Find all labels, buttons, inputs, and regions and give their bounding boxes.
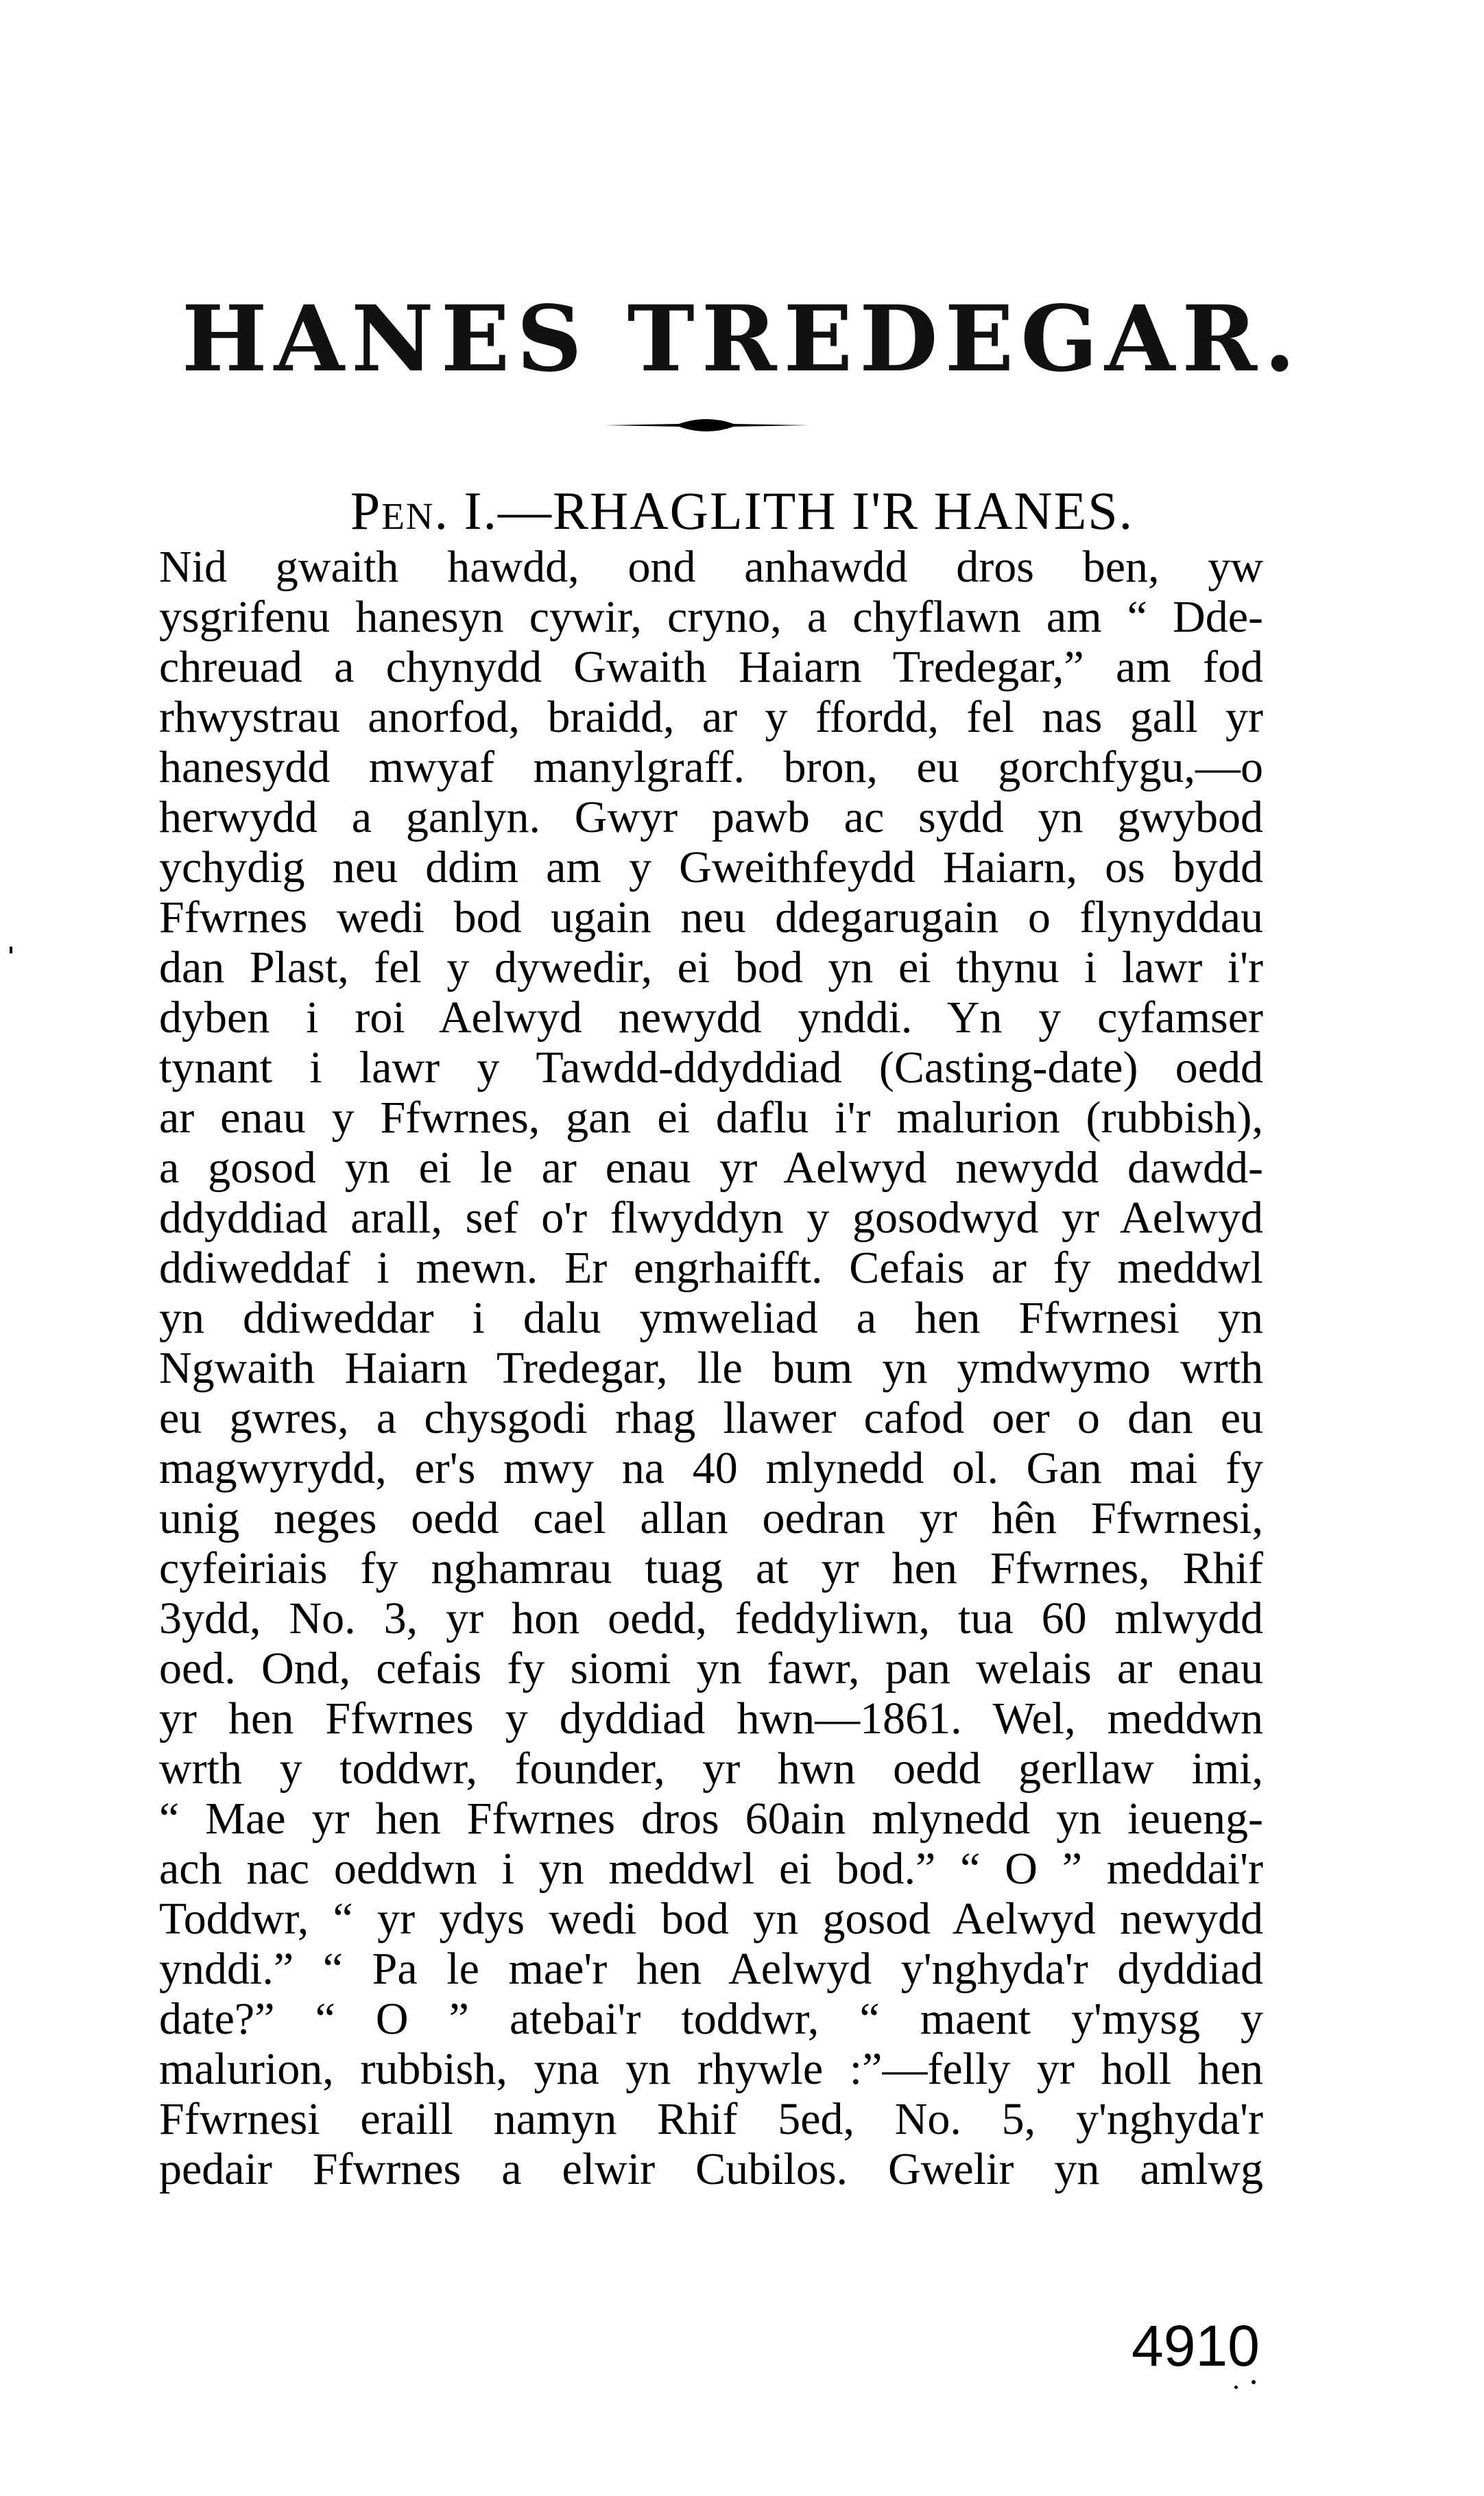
body-text bbox=[159, 542, 1263, 2194]
body-line: ychydig neu ddim am y Gweithfeydd Haiarn, os bydd bbox=[159, 842, 1263, 892]
body-line: tynant i lawr y Tawdd-ddyddiad (Casting-date) oedd bbox=[159, 1043, 1263, 1093]
body-line: cyfeiriais fy nghamrau tuag at yr hen Ffwrnes, Rhif bbox=[159, 1543, 1263, 1593]
body-line: ach nac oeddwn i yn meddwl ei bod.” “ O ” meddai'r bbox=[159, 1844, 1263, 1894]
body-line: a gosod yn ei le ar enau yr Aelwyd newydd dawdd- bbox=[159, 1143, 1263, 1193]
body-line: dyben i roi Aelwyd newydd ynddi. Yn y cyfamser bbox=[159, 993, 1263, 1043]
chapter-heading bbox=[0, 480, 1484, 542]
body-line: ar enau y Ffwrnes, gan ei daflu i'r malurion (rubbish), bbox=[159, 1093, 1263, 1143]
body-line: 3ydd, No. 3, yr hon oedd, feddyliwn, tua 60 mlwydd bbox=[159, 1593, 1263, 1643]
body-line: chreuad a chynydd Gwaith Haiarn Tredegar,” am fod bbox=[159, 642, 1263, 692]
body-line: Toddwr, “ yr ydys wedi bod yn gosod Aelwyd newydd bbox=[159, 1894, 1263, 1944]
body-line: pedair Ffwrnes a elwir Cubilos. Gwelir yn amlwg bbox=[159, 2144, 1263, 2194]
print-speck bbox=[1234, 2386, 1238, 2389]
body-line: ysgrifenu hanesyn cywir, cryno, a chyflawn am “ Dde- bbox=[159, 592, 1263, 642]
print-speck bbox=[1252, 2380, 1256, 2384]
print-speck bbox=[10, 947, 12, 953]
body-line: yn ddiweddar i dalu ymweliad a hen Ffwrnesi yn bbox=[159, 1293, 1263, 1343]
body-line: date?” “ O ” atebai'r toddwr, “ maent y'mysg y bbox=[159, 1994, 1263, 2044]
body-line: unig neges oedd cael allan oedran yr hên Ffwrnesi, bbox=[159, 1493, 1263, 1543]
body-line: dan Plast, fel y dywedir, ei bod yn ei thynu i lawr i'r bbox=[159, 942, 1263, 993]
body-line: ddiweddaf i mewn. Er engrhaifft. Cefais ar fy meddwl bbox=[159, 1243, 1263, 1293]
body-line: magwyrydd, er's mwy na 40 mlynedd ol. Gan mai fy bbox=[159, 1443, 1263, 1493]
body-line: rhwystrau anorfod, braidd, ar y ffordd, fel nas gall yr bbox=[159, 692, 1263, 742]
body-line: “ Mae yr hen Ffwrnes dros 60ain mlynedd yn ieueng- bbox=[159, 1794, 1263, 1844]
body-line: Ngwaith Haiarn Tredegar, lle bum yn ymdwymo wrth bbox=[159, 1343, 1263, 1393]
body-line: eu gwres, a chysgodi rhag llawer cafod oer o dan eu bbox=[159, 1393, 1263, 1443]
body-line: yr hen Ffwrnes y dyddiad hwn—1861. Wel, meddwn bbox=[159, 1693, 1263, 1744]
body-line: malurion, rubbish, yna yn rhywle :”—felly yr holl hen bbox=[159, 2044, 1263, 2094]
body-line: hanesydd mwyaf manylgraff. bron, eu gorchfygu,—o bbox=[159, 742, 1263, 792]
body-line: oed. Ond, cefais fy siomi yn fawr, pan welais ar enau bbox=[159, 1643, 1263, 1693]
body-line: Ffwrnes wedi bod ugain neu ddegarugain o flynyddau bbox=[159, 892, 1263, 942]
body-line: ddyddiad arall, sef o'r flwyddyn y gosodwyd yr Aelwyd bbox=[159, 1193, 1263, 1243]
chapter-title: I.—RHAGLITH I'R HANES. bbox=[464, 481, 1134, 540]
body-line: wrth y toddwr, founder, yr hwn oedd gerllaw imi, bbox=[159, 1744, 1263, 1794]
body-line: ynddi.” “ Pa le mae'r hen Aelwyd y'nghyda'r dyddiad bbox=[159, 1944, 1263, 1994]
body-line: Ffwrnesi eraill namyn Rhif 5ed, No. 5, y'nghyda'r bbox=[159, 2094, 1263, 2144]
page-title: HANES TREDEGAR. bbox=[181, 286, 1303, 392]
body-line: Nid gwaith hawdd, ond anhawdd dros ben, yw bbox=[159, 542, 1263, 592]
page-number: 4910 bbox=[1132, 2314, 1260, 2378]
ornamental-rule-icon bbox=[603, 412, 809, 439]
chapter-prefix: Pen. bbox=[350, 481, 450, 540]
body-line: herwydd a ganlyn. Gwyr pawb ac sydd yn gwybod bbox=[159, 792, 1263, 842]
